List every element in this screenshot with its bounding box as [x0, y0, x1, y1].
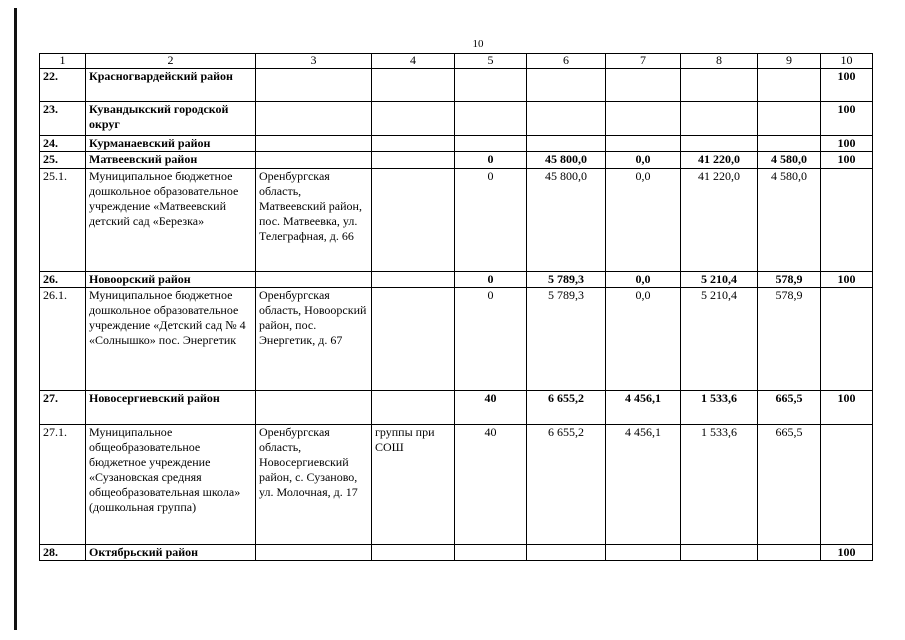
- column-number-cell: 7: [606, 54, 681, 69]
- table-cell-col-5: [455, 136, 527, 152]
- table-cell-col-7: [606, 136, 681, 152]
- table-cell-col-2: Муниципальное бюджетное дошкольное образовательное учреждение «Матвеевский детский сад «Березка»: [86, 169, 256, 272]
- table-cell-col-7: [606, 69, 681, 102]
- table-cell-col-1: 25.: [40, 152, 86, 169]
- table-cell-col-1: 25.1.: [40, 169, 86, 272]
- table-row: [40, 169, 873, 272]
- table-cell-col-7: 4 456,1: [606, 425, 681, 545]
- table-cell-col-4: [372, 136, 455, 152]
- page-number: 10: [472, 38, 484, 50]
- table-cell-col-5: 40: [455, 425, 527, 545]
- table-cell-col-5: 0: [455, 288, 527, 391]
- table-cell-col-5: [455, 69, 527, 102]
- table-cell-col-2: Октябрьский район: [86, 545, 256, 561]
- table-row: [40, 69, 873, 102]
- table-cell-col-2: Новосергиевский район: [86, 391, 256, 425]
- table-cell-col-6: 6 655,2: [527, 391, 606, 425]
- table-cell-col-7: 4 456,1: [606, 391, 681, 425]
- table-cell-col-9: 4 580,0: [758, 169, 821, 272]
- table-row: [40, 136, 873, 152]
- table-cell-col-6: [527, 136, 606, 152]
- data-table: [39, 53, 873, 561]
- table-cell-col-6: 45 800,0: [527, 152, 606, 169]
- table-cell-col-2: Кувандыкский городской округ: [86, 102, 256, 136]
- table-cell-col-8: 41 220,0: [681, 152, 758, 169]
- table-cell-col-8: 5 210,4: [681, 288, 758, 391]
- table-cell-col-4: [372, 288, 455, 391]
- table-cell-col-2: Муниципальное бюджетное дошкольное образовательное учреждение «Детский сад № 4 «Солнышко» пос. Энергетик: [86, 288, 256, 391]
- table-cell-col-10: 100: [821, 272, 873, 288]
- table-cell-col-2: Матвеевский район: [86, 152, 256, 169]
- column-number-row: [40, 54, 873, 69]
- column-number-cell: 9: [758, 54, 821, 69]
- table-cell-col-9: 578,9: [758, 272, 821, 288]
- table-row: [40, 545, 873, 561]
- table-cell-col-10: 100: [821, 152, 873, 169]
- table-cell-col-7: 0,0: [606, 169, 681, 272]
- table-cell-col-1: 27.: [40, 391, 86, 425]
- table-cell-col-10: [821, 169, 873, 272]
- table-cell-col-4: [372, 272, 455, 288]
- table-cell-col-3: Оренбургская область, Новоорский район, пос. Энергетик, д. 67: [256, 288, 372, 391]
- table-cell-col-6: 5 789,3: [527, 288, 606, 391]
- table-cell-col-1: 27.1.: [40, 425, 86, 545]
- table-cell-col-5: 0: [455, 169, 527, 272]
- table-row: [40, 102, 873, 136]
- table-cell-col-6: 5 789,3: [527, 272, 606, 288]
- table-cell-col-10: 100: [821, 391, 873, 425]
- table-cell-col-9: [758, 69, 821, 102]
- table-row: [40, 391, 873, 425]
- table-cell-col-8: [681, 545, 758, 561]
- table-cell-col-9: 665,5: [758, 391, 821, 425]
- table-cell-col-10: 100: [821, 102, 873, 136]
- table-cell-col-10: 100: [821, 545, 873, 561]
- table-cell-col-1: 24.: [40, 136, 86, 152]
- table-cell-col-5: [455, 545, 527, 561]
- table-cell-col-9: 4 580,0: [758, 152, 821, 169]
- table-cell-col-8: 1 533,6: [681, 425, 758, 545]
- table-row: [40, 288, 873, 391]
- table-cell-col-5: 0: [455, 272, 527, 288]
- table-body: [40, 69, 873, 561]
- table-cell-col-3: Оренбургская область, Новосергиевский район, с. Сузаново, ул. Молочная, д. 17: [256, 425, 372, 545]
- table-cell-col-2: Новоорский район: [86, 272, 256, 288]
- table-cell-col-6: 45 800,0: [527, 169, 606, 272]
- table-cell-col-4: [372, 169, 455, 272]
- table-cell-col-9: [758, 545, 821, 561]
- table-cell-col-7: 0,0: [606, 288, 681, 391]
- table-row: [40, 425, 873, 545]
- column-number-cell: 6: [527, 54, 606, 69]
- table-cell-col-4: [372, 102, 455, 136]
- column-number-cell: 10: [821, 54, 873, 69]
- table-cell-col-7: 0,0: [606, 152, 681, 169]
- table-cell-col-4: [372, 391, 455, 425]
- table-cell-col-8: 41 220,0: [681, 169, 758, 272]
- table-cell-col-2: Красногвардейский район: [86, 69, 256, 102]
- table-cell-col-10: 100: [821, 69, 873, 102]
- table-cell-col-3: [256, 272, 372, 288]
- table-cell-col-1: 22.: [40, 69, 86, 102]
- table-cell-col-5: 0: [455, 152, 527, 169]
- table-cell-col-3: [256, 102, 372, 136]
- table-cell-col-7: 0,0: [606, 272, 681, 288]
- table-cell-col-8: [681, 136, 758, 152]
- table-cell-col-3: Оренбургская область, Матвеевский район, пос. Матвеевка, ул. Телеграфная, д. 66: [256, 169, 372, 272]
- table-cell-col-3: [256, 152, 372, 169]
- table-cell-col-2: Муниципальное общеобразовательное бюджетное учреждение «Сузановская средняя общеобразовательная школа» (дошкольная группа): [86, 425, 256, 545]
- left-margin-bar: [14, 8, 17, 630]
- table-row: [40, 272, 873, 288]
- column-number-cell: 3: [256, 54, 372, 69]
- table-cell-col-10: [821, 288, 873, 391]
- table-cell-col-8: 1 533,6: [681, 391, 758, 425]
- table-cell-col-6: [527, 69, 606, 102]
- table-cell-col-9: [758, 136, 821, 152]
- table-cell-col-9: [758, 102, 821, 136]
- table-cell-col-8: [681, 69, 758, 102]
- table-cell-col-2: Курманаевский район: [86, 136, 256, 152]
- table-cell-col-1: 28.: [40, 545, 86, 561]
- table-cell-col-6: [527, 102, 606, 136]
- table-row: [40, 152, 873, 169]
- table-cell-col-3: [256, 391, 372, 425]
- table-cell-col-4: [372, 152, 455, 169]
- table-cell-col-3: [256, 69, 372, 102]
- table-cell-col-5: 40: [455, 391, 527, 425]
- table-cell-col-1: 26.1.: [40, 288, 86, 391]
- column-number-cell: 1: [40, 54, 86, 69]
- table-cell-col-4: [372, 69, 455, 102]
- table-cell-col-6: 6 655,2: [527, 425, 606, 545]
- column-number-cell: 8: [681, 54, 758, 69]
- table-cell-col-5: [455, 102, 527, 136]
- column-number-cell: 5: [455, 54, 527, 69]
- table-cell-col-4: [372, 545, 455, 561]
- table-cell-col-8: 5 210,4: [681, 272, 758, 288]
- table-cell-col-10: [821, 425, 873, 545]
- table-cell-col-8: [681, 102, 758, 136]
- table-cell-col-3: [256, 136, 372, 152]
- table-cell-col-7: [606, 102, 681, 136]
- table-cell-col-9: 578,9: [758, 288, 821, 391]
- table-cell-col-1: 26.: [40, 272, 86, 288]
- column-number-cell: 2: [86, 54, 256, 69]
- table-cell-col-3: [256, 545, 372, 561]
- table-cell-col-6: [527, 545, 606, 561]
- table-cell-col-10: 100: [821, 136, 873, 152]
- column-number-cell: 4: [372, 54, 455, 69]
- table-cell-col-1: 23.: [40, 102, 86, 136]
- table-cell-col-4: группы при СОШ: [372, 425, 455, 545]
- table-cell-col-7: [606, 545, 681, 561]
- table-cell-col-9: 665,5: [758, 425, 821, 545]
